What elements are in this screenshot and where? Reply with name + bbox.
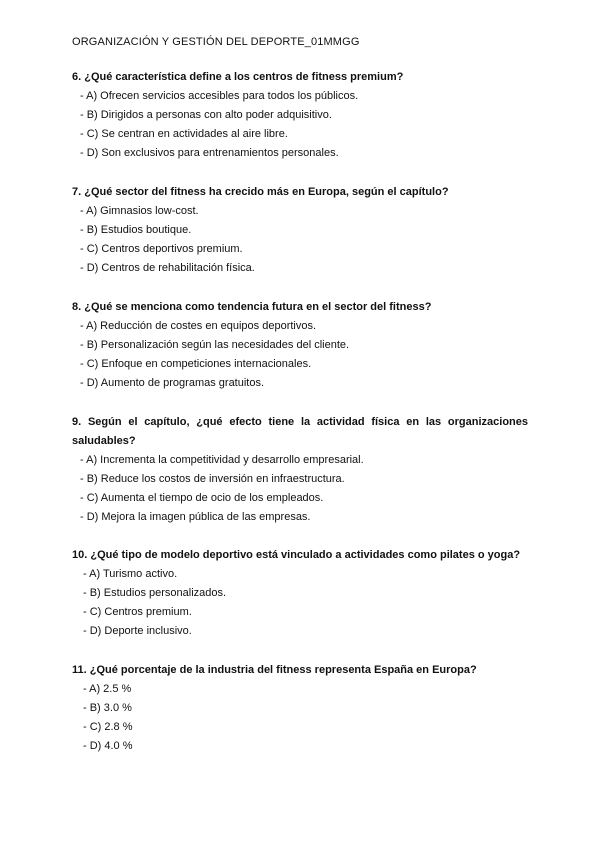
question-7 <box>72 183 528 278</box>
question-11-options <box>72 680 528 756</box>
option-a: - A) Ofrecen servicios accesibles para todos los públicos. <box>80 90 359 102</box>
option-a: - A) Gimnasios low-cost. <box>80 205 199 217</box>
document-header: ORGANIZACIÓN Y GESTIÓN DEL DEPORTE_01MMGG <box>72 36 360 48</box>
option-b: - B) Reduce los costos de inversión en infraestructura. <box>80 473 345 485</box>
option-d: - D) Aumento de programas gratuitos. <box>80 377 265 389</box>
question-6-title: 6. ¿Qué característica define a los centros de fitness premium? <box>72 71 404 83</box>
option-d: - D) Centros de rehabilitación física. <box>80 262 255 274</box>
option-d: - D) Son exclusivos para entrenamientos personales. <box>80 147 339 159</box>
option-b: - B) Dirigidos a personas con alto poder adquisitivo. <box>80 109 332 121</box>
question-9-options <box>72 451 528 527</box>
option-b: - B) Estudios personalizados. <box>83 587 227 599</box>
option-c: - C) Aumenta el tiempo de ocio de los empleados. <box>80 492 324 504</box>
option-b: - B) Personalización según las necesidades del cliente. <box>80 339 350 351</box>
option-c: - C) Centros deportivos premium. <box>80 243 243 255</box>
question-6 <box>72 68 528 163</box>
option-c: - C) 2.8 % <box>83 721 133 733</box>
question-6-options <box>72 87 528 163</box>
question-10 <box>72 546 528 641</box>
option-c: - C) Enfoque en competiciones internacionales. <box>80 358 312 370</box>
question-9 <box>72 413 528 527</box>
question-7-options <box>72 202 528 278</box>
option-a: - A) Reducción de costes en equipos deportivos. <box>80 320 317 332</box>
question-10-options <box>72 565 528 641</box>
option-c: - C) Centros premium. <box>83 606 192 618</box>
question-8-options <box>72 317 528 393</box>
question-9-title: 9. Según el capítulo, ¿qué efecto tiene la actividad física en las organizaciones saludables? <box>72 416 528 447</box>
question-11 <box>72 661 528 756</box>
question-7-title: 7. ¿Qué sector del fitness ha crecido más en Europa, según el capítulo? <box>72 186 449 198</box>
option-a: - A) 2.5 % <box>83 683 132 695</box>
option-a: - A) Incrementa la competitividad y desarrollo empresarial. <box>80 454 364 466</box>
question-10-title: 10. ¿Qué tipo de modelo deportivo está vinculado a actividades como pilates o yoga? <box>72 549 521 561</box>
option-d: - D) 4.0 % <box>83 740 133 752</box>
question-8 <box>72 298 528 393</box>
option-b: - B) Estudios boutique. <box>80 224 192 236</box>
option-c: - C) Se centran en actividades al aire libre. <box>80 128 288 140</box>
option-d: - D) Mejora la imagen pública de las empresas. <box>80 511 311 523</box>
option-b: - B) 3.0 % <box>83 702 132 714</box>
option-a: - A) Turismo activo. <box>83 568 178 580</box>
option-d: - D) Deporte inclusivo. <box>83 625 192 637</box>
question-11-title: 11. ¿Qué porcentaje de la industria del fitness representa España en Europa? <box>72 664 477 676</box>
question-8-title: 8. ¿Qué se menciona como tendencia futura en el sector del fitness? <box>72 301 432 313</box>
